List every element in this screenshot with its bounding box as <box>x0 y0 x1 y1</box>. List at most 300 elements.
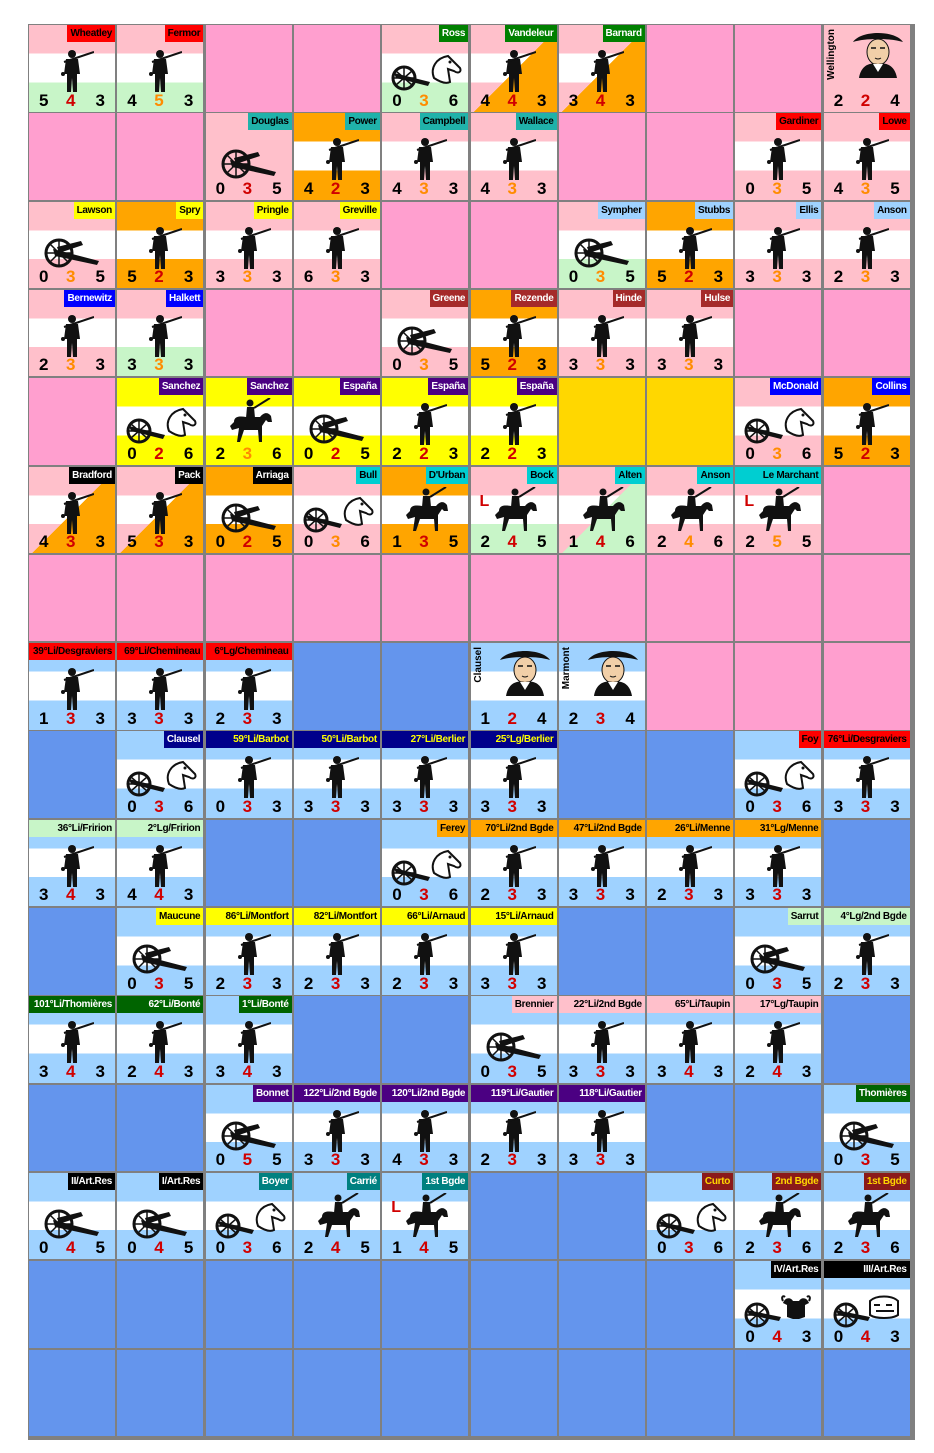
board-cell[interactable] <box>824 467 910 554</box>
board-cell[interactable] <box>206 1350 292 1437</box>
board-cell[interactable] <box>735 643 821 730</box>
unit-counter[interactable] <box>382 25 468 112</box>
board-cell[interactable] <box>29 1350 115 1437</box>
movement-value: 3 <box>272 267 282 287</box>
attack-value: 0 <box>39 1238 49 1258</box>
unit-name-label: Ross <box>439 25 468 42</box>
morale-value: 3 <box>860 796 871 816</box>
unit-counter[interactable] <box>559 996 645 1083</box>
unit-counter[interactable] <box>559 202 645 289</box>
unit-counter[interactable] <box>735 1173 821 1260</box>
attack-value: 2 <box>480 532 490 551</box>
board-cell[interactable] <box>471 1350 557 1437</box>
movement-value: 3 <box>272 973 282 993</box>
unit-counter[interactable] <box>559 1085 645 1172</box>
unit-counter[interactable] <box>117 467 203 554</box>
movement-value: 3 <box>95 90 105 110</box>
unit-stats <box>382 444 468 465</box>
board-cell[interactable] <box>735 1350 821 1437</box>
movement-value: 3 <box>183 355 194 375</box>
unit-counter[interactable] <box>382 908 468 995</box>
unit-counter[interactable] <box>117 908 203 995</box>
unit-counter[interactable] <box>735 820 821 907</box>
gold-cell[interactable] <box>559 378 645 465</box>
board-cell[interactable] <box>735 290 821 377</box>
attack-value: 2 <box>480 443 490 463</box>
unit-counter[interactable] <box>294 908 380 995</box>
unit-counter[interactable] <box>117 202 203 289</box>
morale-value: 3 <box>330 267 341 287</box>
unit-name-label: Power <box>345 113 380 130</box>
unit-counter[interactable] <box>206 378 292 465</box>
unit-counter[interactable] <box>382 290 468 377</box>
movement-value: 3 <box>183 708 194 728</box>
attack-value: 0 <box>392 90 402 110</box>
morale-value: 4 <box>66 90 76 110</box>
movement-value: 3 <box>801 1061 812 1081</box>
morale-value: 4 <box>154 885 164 905</box>
unit-stats <box>471 974 557 995</box>
morale-value: 3 <box>595 708 606 728</box>
unit-counter[interactable] <box>647 467 733 554</box>
board-cell[interactable] <box>824 820 910 907</box>
unit-counter[interactable] <box>29 820 115 907</box>
unit-name-label: 69°Li/Chemineau <box>117 643 203 660</box>
morale-value: 3 <box>330 1150 341 1170</box>
board-cell[interactable] <box>647 25 733 112</box>
general-name: Clausel <box>472 647 484 683</box>
game-board <box>28 24 915 1440</box>
movement-value: 3 <box>448 178 459 198</box>
unit-counter[interactable] <box>471 996 557 1083</box>
attack-value: 5 <box>657 267 667 287</box>
unit-counter[interactable] <box>559 643 645 730</box>
unit-counter[interactable] <box>735 731 821 818</box>
attack-value: 1 <box>392 1238 402 1258</box>
unit-counter[interactable] <box>29 202 115 289</box>
unit-name-label: 17°Lg/Taupin <box>735 996 821 1013</box>
board-cell[interactable] <box>29 731 115 818</box>
board-cell[interactable] <box>117 1085 203 1172</box>
unit-name-label: Alten <box>615 467 645 484</box>
unit-name-label: 2°Lg/Fririon <box>117 820 203 837</box>
board-cell[interactable] <box>29 1085 115 1172</box>
board-cell[interactable] <box>735 555 821 642</box>
board-cell[interactable] <box>206 1261 292 1348</box>
morale-value: 3 <box>154 532 164 551</box>
unit-counter[interactable] <box>117 820 203 907</box>
attack-value: 3 <box>39 885 49 905</box>
leader-marker: L <box>479 492 490 510</box>
unit-stats <box>559 267 645 288</box>
board-cell[interactable] <box>647 1350 733 1437</box>
board-cell[interactable] <box>117 113 203 200</box>
attack-value: 2 <box>833 1238 844 1258</box>
gold-cell[interactable] <box>647 378 733 465</box>
morale-value: 3 <box>507 885 517 905</box>
unit-counter[interactable] <box>29 996 115 1083</box>
unit-stats <box>824 267 910 288</box>
unit-name-label: III/Art.Res <box>824 1261 910 1278</box>
unit-counter[interactable] <box>647 996 733 1083</box>
unit-name-label: Lowe <box>879 113 909 130</box>
unit-name-label: Sarrut <box>788 908 822 925</box>
unit-stats <box>647 267 733 288</box>
board-cell[interactable] <box>559 1350 645 1437</box>
unit-counter[interactable] <box>735 202 821 289</box>
movement-value: 3 <box>890 973 900 993</box>
unit-counter[interactable] <box>382 467 468 554</box>
unit-counter[interactable] <box>471 25 557 112</box>
unit-counter[interactable] <box>471 731 557 818</box>
unit-counter[interactable] <box>206 731 292 818</box>
morale-value: 3 <box>772 267 782 287</box>
unit-stats <box>117 974 203 995</box>
unit-counter[interactable] <box>735 113 821 200</box>
board-cell[interactable] <box>647 555 733 642</box>
morale-value: 3 <box>772 973 782 993</box>
unit-name-label: Wheatley <box>67 25 115 42</box>
morale-value: 2 <box>330 443 341 463</box>
unit-counter[interactable] <box>824 378 910 465</box>
attack-value: 3 <box>392 796 402 816</box>
unit-name-label: Ferey <box>437 820 468 837</box>
unit-name-label: 6°Lg/Chemineau <box>206 643 292 660</box>
unit-counter[interactable] <box>294 1173 380 1260</box>
morale-value: 3 <box>154 796 164 816</box>
unit-stats <box>647 1238 733 1259</box>
unit-stats <box>559 1062 645 1083</box>
unit-counter[interactable] <box>559 290 645 377</box>
board-cell[interactable] <box>206 555 292 642</box>
attack-value: 0 <box>303 532 314 551</box>
attack-value: 0 <box>745 796 755 816</box>
board-cell[interactable] <box>382 555 468 642</box>
board-cell[interactable] <box>29 113 115 200</box>
board-cell[interactable] <box>559 1173 645 1260</box>
unit-counter[interactable] <box>117 378 203 465</box>
movement-value: 3 <box>890 1326 900 1346</box>
board-cell[interactable] <box>294 25 380 112</box>
unit-counter[interactable] <box>29 643 115 730</box>
unit-counter[interactable] <box>294 731 380 818</box>
unit-name-label: 120°Li/2nd Bgde <box>382 1085 468 1102</box>
attack-value: 5 <box>833 443 844 463</box>
morale-value: 3 <box>66 532 76 551</box>
movement-value: 5 <box>360 443 370 463</box>
board-cell[interactable] <box>294 643 380 730</box>
unit-counter[interactable] <box>824 1173 910 1260</box>
board-cell[interactable] <box>117 555 203 642</box>
movement-value: 3 <box>537 90 547 110</box>
unit-stats <box>294 1238 380 1259</box>
board-cell[interactable] <box>824 1350 910 1437</box>
unit-counter[interactable] <box>471 1085 557 1172</box>
attack-value: 2 <box>303 1238 314 1258</box>
movement-value: 3 <box>360 178 370 198</box>
unit-stats <box>824 1150 910 1171</box>
unit-name-label: España <box>340 378 380 395</box>
morale-value: 3 <box>595 885 606 905</box>
board-cell[interactable] <box>29 908 115 995</box>
attack-value: 2 <box>303 973 314 993</box>
board-cell[interactable] <box>29 555 115 642</box>
unit-name-label: Vandeleur <box>505 25 556 42</box>
board-cell[interactable] <box>824 555 910 642</box>
movement-value: 3 <box>448 973 459 993</box>
unit-counter[interactable] <box>382 378 468 465</box>
movement-value: 5 <box>448 532 459 551</box>
unit-name-label: Carrié <box>347 1173 380 1190</box>
attack-value: 3 <box>127 355 137 375</box>
morale-value: 3 <box>330 796 341 816</box>
unit-counter[interactable] <box>647 1173 733 1260</box>
unit-counter[interactable] <box>206 643 292 730</box>
attack-value: 3 <box>568 1150 579 1170</box>
unit-counter[interactable] <box>29 290 115 377</box>
board-cell[interactable] <box>824 996 910 1083</box>
board-cell[interactable] <box>206 290 292 377</box>
unit-counter[interactable] <box>824 202 910 289</box>
attack-value: 2 <box>127 1061 137 1081</box>
unit-counter[interactable] <box>471 820 557 907</box>
board-cell[interactable] <box>559 113 645 200</box>
movement-value: 5 <box>801 178 812 198</box>
movement-value: 3 <box>448 796 459 816</box>
unit-stats <box>382 974 468 995</box>
unit-counter[interactable] <box>294 378 380 465</box>
attack-value: 2 <box>568 708 579 728</box>
unit-name-label: IV/Art.Res <box>771 1261 822 1278</box>
morale-value: 5 <box>242 1150 253 1170</box>
unit-counter[interactable] <box>735 467 821 554</box>
unit-name-label: 70°Li/2nd Bgde <box>471 820 557 837</box>
movement-value: 3 <box>713 355 724 375</box>
unit-name-label: 86°Li/Montfort <box>206 908 292 925</box>
board-cell[interactable] <box>382 1261 468 1348</box>
unit-counter[interactable] <box>29 25 115 112</box>
board-cell[interactable] <box>647 643 733 730</box>
unit-counter[interactable] <box>647 290 733 377</box>
movement-value: 4 <box>890 90 900 110</box>
unit-name-label: 66°Li/Arnaud <box>382 908 468 925</box>
unit-name-label: I/Art.Res <box>159 1173 203 1190</box>
unit-counter[interactable] <box>471 467 557 554</box>
unit-name-label: Le Marchant <box>735 467 821 484</box>
board-cell[interactable] <box>471 1173 557 1260</box>
board-cell[interactable] <box>559 731 645 818</box>
unit-counter[interactable] <box>824 1261 910 1348</box>
board-cell[interactable] <box>647 1085 733 1172</box>
unit-counter[interactable] <box>824 908 910 995</box>
general-name: Marmont <box>560 647 572 690</box>
morale-value: 3 <box>595 1150 606 1170</box>
attack-value: 6 <box>303 267 314 287</box>
unit-counter[interactable] <box>117 290 203 377</box>
unit-stats <box>471 355 557 376</box>
attack-value: 0 <box>215 532 226 551</box>
attack-value: 2 <box>480 885 490 905</box>
unit-counter[interactable] <box>735 378 821 465</box>
unit-counter[interactable] <box>382 113 468 200</box>
unit-counter[interactable] <box>206 996 292 1083</box>
unit-counter[interactable] <box>382 1173 468 1260</box>
unit-name-label: 15°Li/Arnaud <box>471 908 557 925</box>
board-cell[interactable] <box>824 643 910 730</box>
attack-value: 0 <box>745 443 755 463</box>
board-cell[interactable] <box>824 290 910 377</box>
unit-stats <box>471 797 557 818</box>
board-cell[interactable] <box>471 555 557 642</box>
board-cell[interactable] <box>735 1085 821 1172</box>
unit-counter[interactable] <box>735 996 821 1083</box>
board-cell[interactable] <box>29 1261 115 1348</box>
unit-counter[interactable] <box>206 1085 292 1172</box>
unit-counter[interactable] <box>471 643 557 730</box>
unit-stats <box>735 1062 821 1083</box>
board-cell[interactable] <box>206 820 292 907</box>
unit-counter[interactable] <box>206 467 292 554</box>
unit-counter[interactable] <box>471 290 557 377</box>
board-cell[interactable] <box>735 25 821 112</box>
unit-counter[interactable] <box>294 467 380 554</box>
board-cell[interactable] <box>647 1261 733 1348</box>
morale-value: 2 <box>242 532 253 551</box>
unit-counter[interactable] <box>559 25 645 112</box>
morale-value: 3 <box>419 532 429 551</box>
unit-counter[interactable] <box>294 113 380 200</box>
unit-counter[interactable] <box>824 25 910 112</box>
morale-value: 3 <box>507 796 517 816</box>
unit-counter[interactable] <box>647 820 733 907</box>
unit-counter[interactable] <box>824 1085 910 1172</box>
unit-stats <box>824 444 910 465</box>
morale-value: 3 <box>66 355 76 375</box>
unit-counter[interactable] <box>117 643 203 730</box>
attack-value: 4 <box>833 178 844 198</box>
unit-counter[interactable] <box>471 908 557 995</box>
attack-value: 4 <box>39 532 49 551</box>
unit-name-label: 59°Li/Barbot <box>206 731 292 748</box>
board-cell[interactable] <box>117 1261 203 1348</box>
unit-name-label: Ellis <box>796 202 821 219</box>
unit-counter[interactable] <box>117 25 203 112</box>
board-cell[interactable] <box>382 1350 468 1437</box>
morale-value: 3 <box>507 178 517 198</box>
unit-counter[interactable] <box>206 908 292 995</box>
board-cell[interactable] <box>382 643 468 730</box>
unit-name-label: Gardiner <box>776 113 821 130</box>
unit-counter[interactable] <box>117 996 203 1083</box>
movement-value: 3 <box>95 708 105 728</box>
unit-counter[interactable] <box>29 467 115 554</box>
movement-value: 5 <box>625 267 635 287</box>
unit-counter[interactable] <box>29 1173 115 1260</box>
morale-value: 3 <box>507 973 517 993</box>
unit-counter[interactable] <box>735 908 821 995</box>
morale-value: 4 <box>684 532 694 551</box>
unit-counter[interactable] <box>117 731 203 818</box>
board-cell[interactable] <box>206 25 292 112</box>
unit-counter[interactable] <box>382 731 468 818</box>
morale-value: 3 <box>242 1238 253 1258</box>
attack-value: 2 <box>215 973 226 993</box>
morale-value: 3 <box>595 267 606 287</box>
board-cell[interactable] <box>294 1261 380 1348</box>
movement-value: 6 <box>801 443 812 463</box>
board-cell[interactable] <box>294 820 380 907</box>
unit-stats <box>117 797 203 818</box>
unit-counter[interactable] <box>471 378 557 465</box>
board-cell[interactable] <box>294 996 380 1083</box>
attack-value: 0 <box>215 1150 226 1170</box>
morale-value: 3 <box>419 1150 429 1170</box>
board-cell[interactable] <box>471 1261 557 1348</box>
movement-value: 3 <box>360 796 370 816</box>
unit-name-label: 47°Li/2nd Bgde <box>559 820 645 837</box>
attack-value: 3 <box>568 355 579 375</box>
board-cell[interactable] <box>471 202 557 289</box>
unit-name-label: 22°Li/2nd Bgde <box>559 996 645 1013</box>
board-cell[interactable] <box>117 1350 203 1437</box>
attack-value: 4 <box>392 178 402 198</box>
unit-counter[interactable] <box>824 113 910 200</box>
unit-stats <box>206 797 292 818</box>
board-cell[interactable] <box>559 1261 645 1348</box>
morale-value: 4 <box>507 90 517 110</box>
board-cell[interactable] <box>647 113 733 200</box>
unit-name-label: 1°Li/Bonté <box>239 996 292 1013</box>
unit-counter[interactable] <box>382 1085 468 1172</box>
unit-counter[interactable] <box>824 731 910 818</box>
movement-value: 5 <box>890 1150 900 1170</box>
morale-value: 2 <box>154 267 164 287</box>
board-cell[interactable] <box>559 908 645 995</box>
board-cell[interactable] <box>382 202 468 289</box>
unit-counter[interactable] <box>559 820 645 907</box>
morale-value: 4 <box>684 1061 694 1081</box>
movement-value: 3 <box>360 973 370 993</box>
board-cell[interactable] <box>647 908 733 995</box>
unit-counter[interactable] <box>382 820 468 907</box>
board-cell[interactable] <box>294 1350 380 1437</box>
morale-value: 2 <box>684 267 694 287</box>
unit-counter[interactable] <box>471 113 557 200</box>
unit-counter[interactable] <box>206 113 292 200</box>
unit-name-label: 50°Li/Barbot <box>294 731 380 748</box>
morale-value: 4 <box>242 1061 253 1081</box>
unit-name-label: Anson <box>697 467 733 484</box>
board-cell[interactable] <box>294 290 380 377</box>
unit-counter[interactable] <box>294 202 380 289</box>
unit-counter[interactable] <box>294 1085 380 1172</box>
board-cell[interactable] <box>382 996 468 1083</box>
board-cell[interactable] <box>29 378 115 465</box>
unit-counter[interactable] <box>735 1261 821 1348</box>
unit-counter[interactable] <box>647 202 733 289</box>
board-cell[interactable] <box>559 555 645 642</box>
unit-counter[interactable] <box>206 1173 292 1260</box>
morale-value: 3 <box>860 178 871 198</box>
attack-value: 4 <box>303 178 314 198</box>
board-cell[interactable] <box>294 555 380 642</box>
board-cell[interactable] <box>647 731 733 818</box>
unit-counter[interactable] <box>117 1173 203 1260</box>
attack-value: 3 <box>657 1061 667 1081</box>
unit-counter[interactable] <box>559 467 645 554</box>
unit-counter[interactable] <box>206 202 292 289</box>
attack-value: 0 <box>657 1238 667 1258</box>
